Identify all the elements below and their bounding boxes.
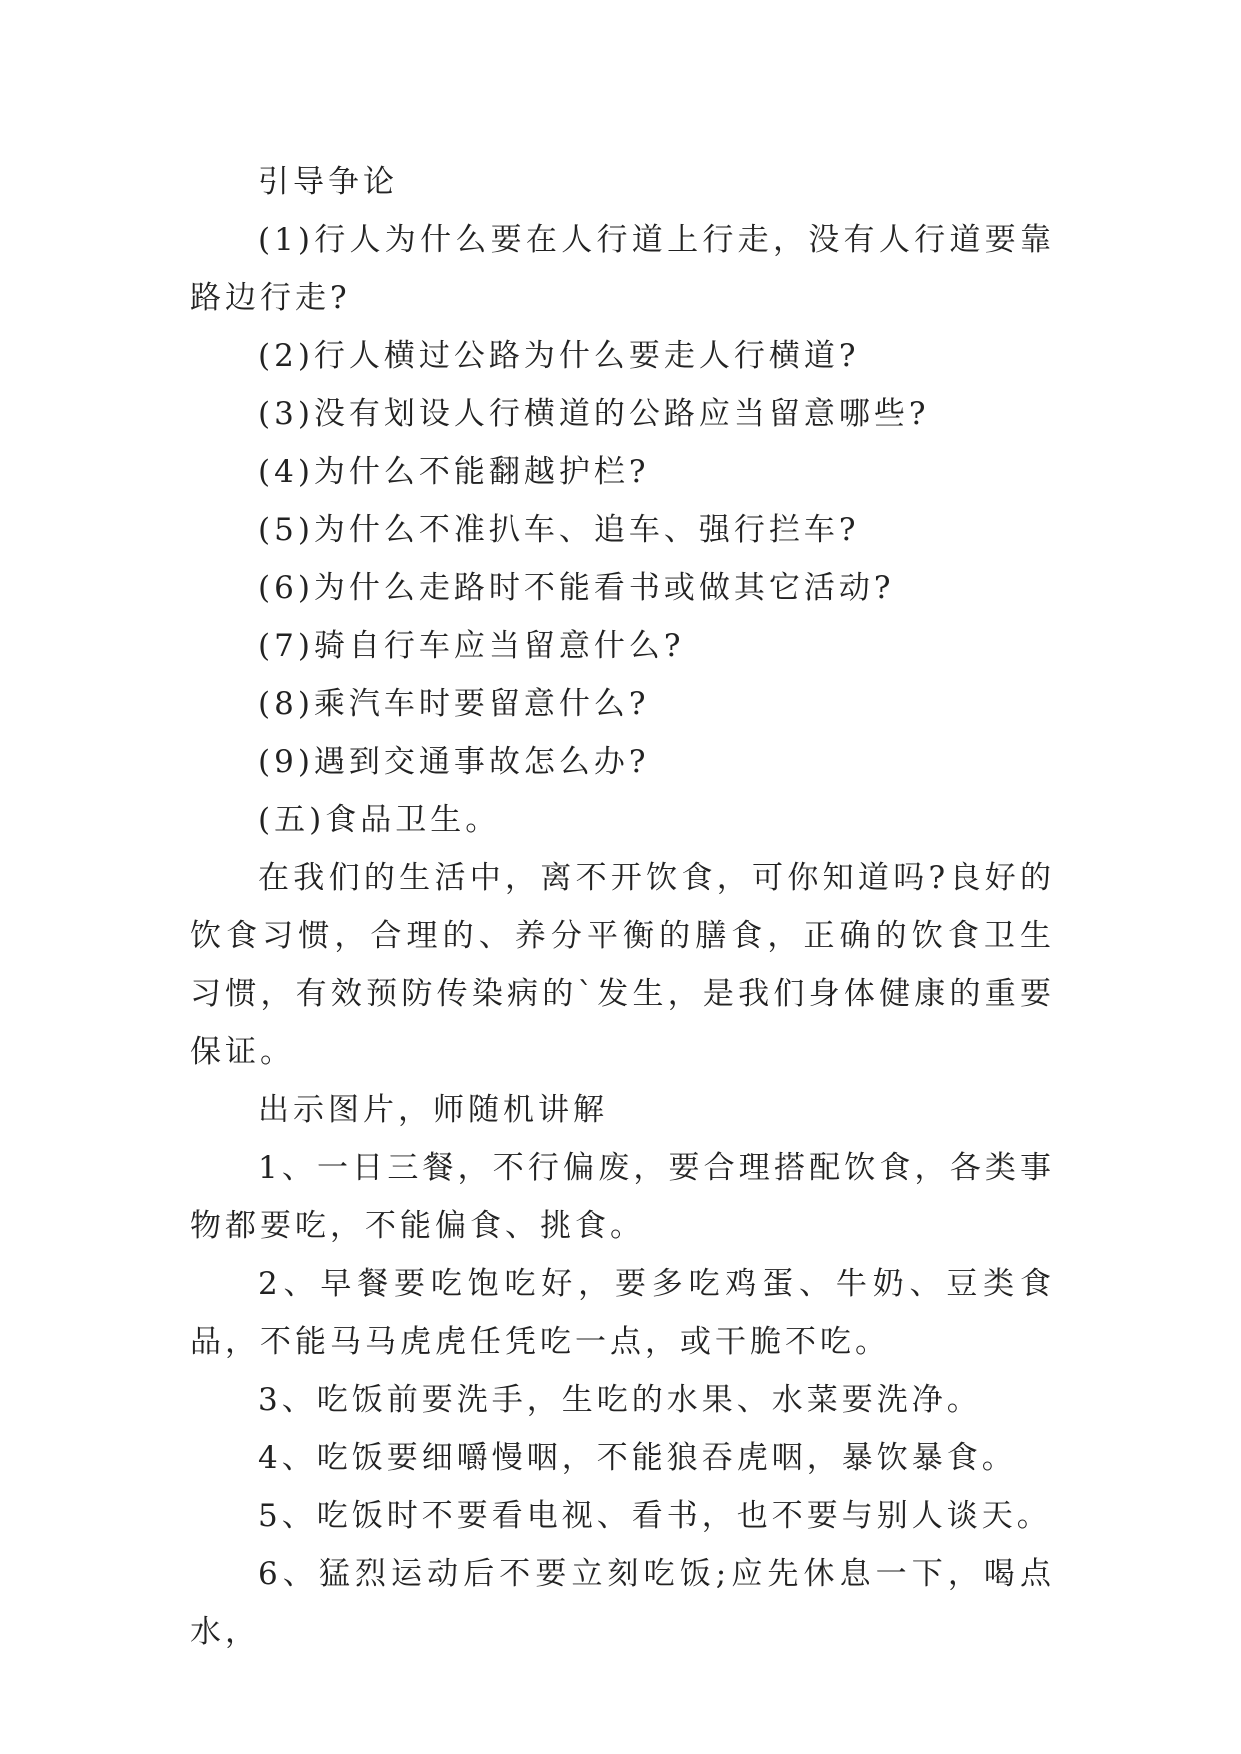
paragraph-question-7: (7)骑自行车应当留意什么? — [258, 628, 685, 664]
paragraph-show-pictures: 出示图片，师随机讲解 — [258, 1092, 608, 1128]
paragraph-question-3: (3)没有划设人行横道的公路应当留意哪些? — [258, 396, 930, 432]
paragraph-item-3: 3、吃饭前要洗手，生吃的水果、水菜要洗净。 — [258, 1382, 982, 1418]
paragraph-item-2: 2、早餐要吃饱吃好，要多吃鸡蛋、牛奶、豆类食品，不能马马虎虎任凭吃一点，或干脆不吃。 — [190, 1266, 1055, 1360]
paragraph-question-1: (1)行人为什么要在人行道上行走，没有人行道要靠路边行走? — [190, 222, 1055, 316]
paragraph-heading-discussion: 引导争论 — [258, 164, 398, 200]
paragraph-item-6: 6、猛烈运动后不要立刻吃饭;应先休息一下，喝点水， — [190, 1556, 1055, 1650]
paragraph-question-8: (8)乘汽车时要留意什么? — [258, 686, 650, 722]
paragraph-item-4: 4、吃饭要细嚼慢咽，不能狼吞虎咽，暴饮暴食。 — [258, 1440, 1017, 1476]
paragraph-question-4: (4)为什么不能翻越护栏? — [258, 454, 650, 490]
paragraph-question-5: (5)为什么不准扒车、追车、强行拦车? — [258, 512, 860, 548]
paragraph-item-1: 1、一日三餐，不行偏废，要合理搭配饮食，各类事物都要吃，不能偏食、挑食。 — [190, 1150, 1055, 1244]
section-heading-food-hygiene: (五)食品卫生。 — [258, 802, 501, 838]
paragraph-question-6: (6)为什么走路时不能看书或做其它活动? — [258, 570, 895, 606]
paragraph-food-intro: 在我们的生活中，离不开饮食，可你知道吗?良好的饮食习惯，合理的、养分平衡的膳食，正确的饮食卫生习惯，有效预防传染病的`发生，是我们身体健康的重要保证。 — [190, 860, 1055, 1070]
document-body — [190, 153, 1055, 1661]
paragraph-item-5: 5、吃饭时不要看电视、看书，也不要与别人谈天。 — [258, 1498, 1052, 1534]
paragraph-question-2: (2)行人横过公路为什么要走人行横道? — [258, 338, 860, 374]
paragraph-question-9: (9)遇到交通事故怎么办? — [258, 744, 650, 780]
